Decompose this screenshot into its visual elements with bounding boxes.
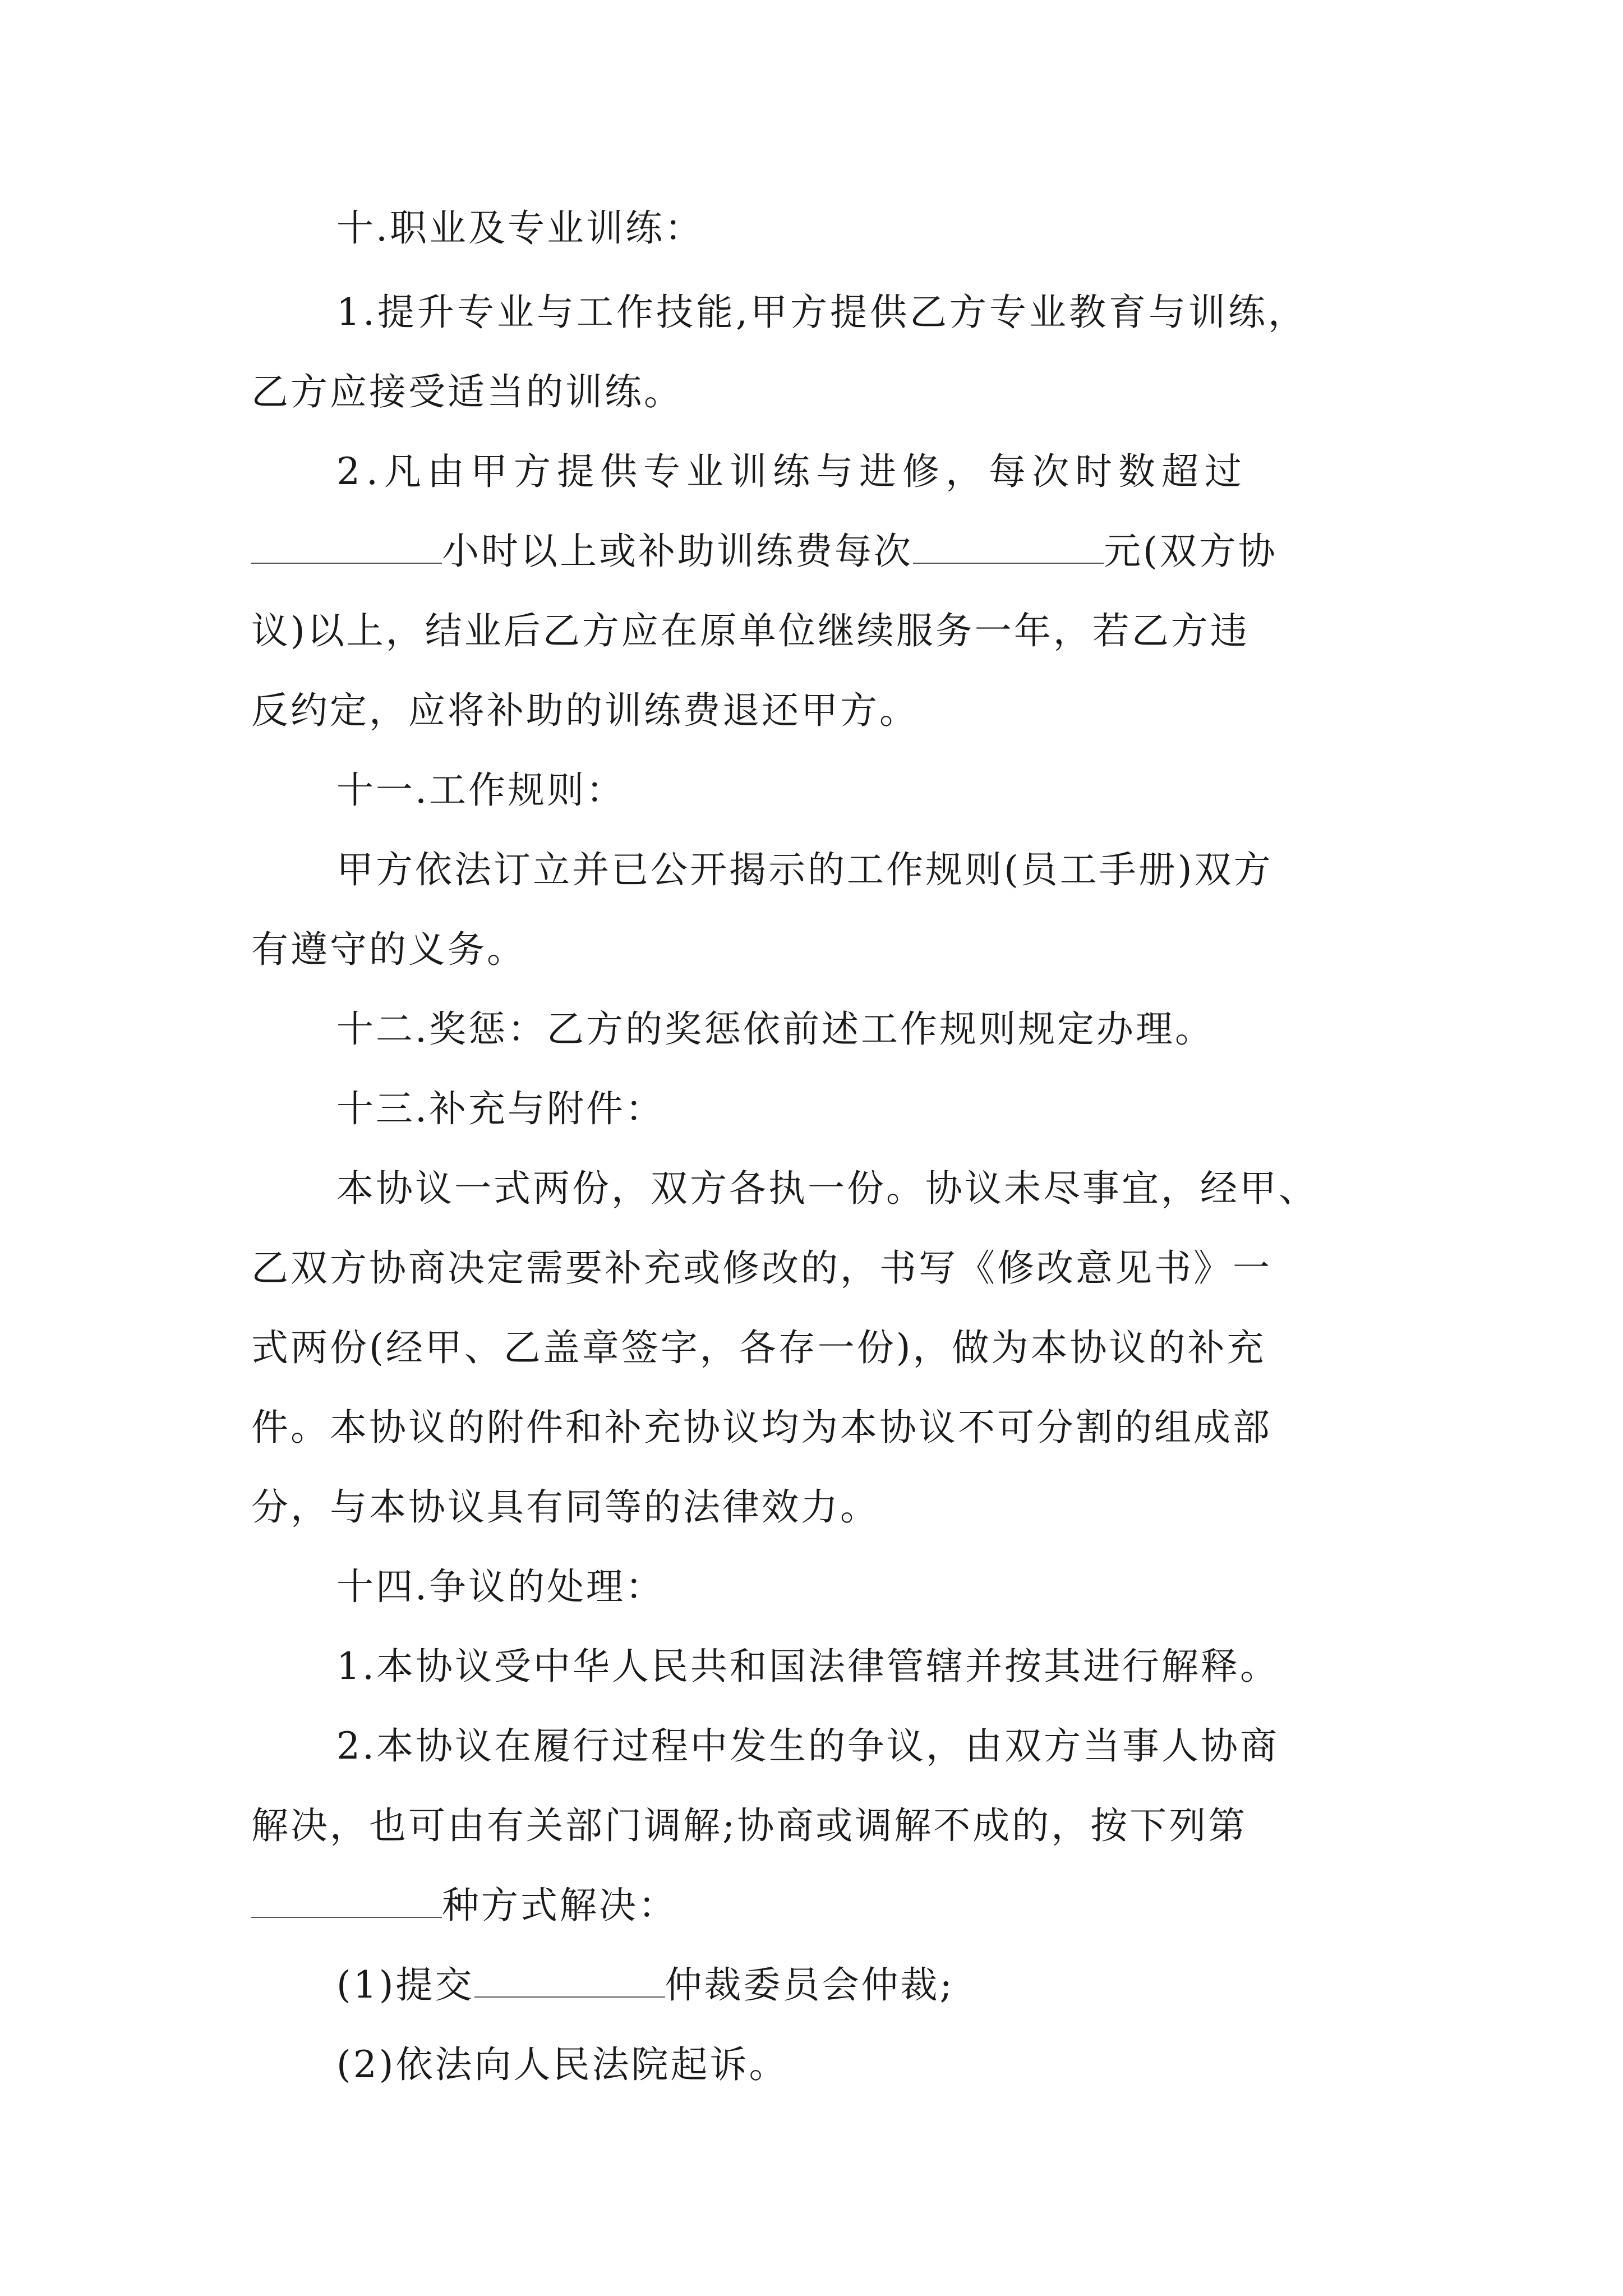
clause-14-2-line2: 解决，也可由有关部门调解;协商或调解不成的，按下列第 [251, 1804, 1248, 1847]
clause-11-line2: 有遵守的义务。 [251, 928, 526, 971]
clause-13-line4: 件。本协议的附件和补充协议均为本协议不可分割的组成部 [251, 1406, 1272, 1449]
section-heading-13: 十三.补充与附件： [336, 1087, 665, 1130]
clause-10-1-line1: 1.提升专业与工作技能,甲方提供乙方专业教育与训练， [336, 291, 1308, 334]
clause-14-2-line1: 2.本协议在履行过程中发生的争议，由双方当事人协商 [336, 1724, 1279, 1768]
fill-blank-resolution-method[interactable] [251, 1883, 442, 1918]
clause-13-line1: 本协议一式两份，双方各执一份。协议未尽事宜，经甲、 [336, 1167, 1318, 1210]
section-heading-12: 十二.奖惩：乙方的奖惩依前述工作规则规定办理。 [336, 1007, 1214, 1051]
clause-14-1: 1.本协议受中华人民共和国法律管辖并按其进行解释。 [336, 1645, 1279, 1688]
section-heading-10: 十.职业及专业训练： [336, 206, 704, 250]
clause-14-option-1: (1)提交 仲裁委员会仲裁; [336, 1963, 955, 2007]
clause-11-line1: 甲方依法订立并已公开揭示的工作规则(员工手册)双方 [336, 848, 1273, 891]
section-heading-11: 十一.工作规则： [336, 769, 625, 812]
fill-blank-arbitration-committee[interactable] [474, 1963, 665, 1998]
section-heading-14: 十四.争议的处理： [336, 1565, 665, 1608]
fill-blank-training-fee[interactable] [913, 529, 1104, 564]
clause-14-option-2: (2)依法向人民法院起诉。 [336, 2043, 789, 2086]
clause-14-2-line3: 种方式解决： [251, 1883, 677, 1928]
clause-13-line2: 乙双方协商决定需要补充或修改的，书写《修改意见书》一 [251, 1246, 1272, 1290]
clause-13-line3: 式两份(经甲、乙盖章签字，各存一份)，做为本协议的补充 [251, 1326, 1266, 1369]
clause-10-1-line2: 乙方应接受适当的训练。 [251, 370, 683, 413]
clause-10-2-line3: 议)以上，结业后乙方应在原单位继续服务一年，若乙方违 [251, 609, 1249, 652]
clause-10-2-line1: 2.凡由甲方提供专业训练与进修，每次时数超过 [336, 450, 1248, 493]
clause-13-line5: 分，与本协议具有同等的法律效力。 [251, 1485, 879, 1529]
clause-10-2-line2: 小时以上或补助训练费每次 元(双方协 [251, 529, 1278, 574]
clause-10-2-line4: 反约定，应将补助的训练费退还甲方。 [251, 689, 919, 732]
fill-blank-training-hours[interactable] [251, 529, 442, 564]
